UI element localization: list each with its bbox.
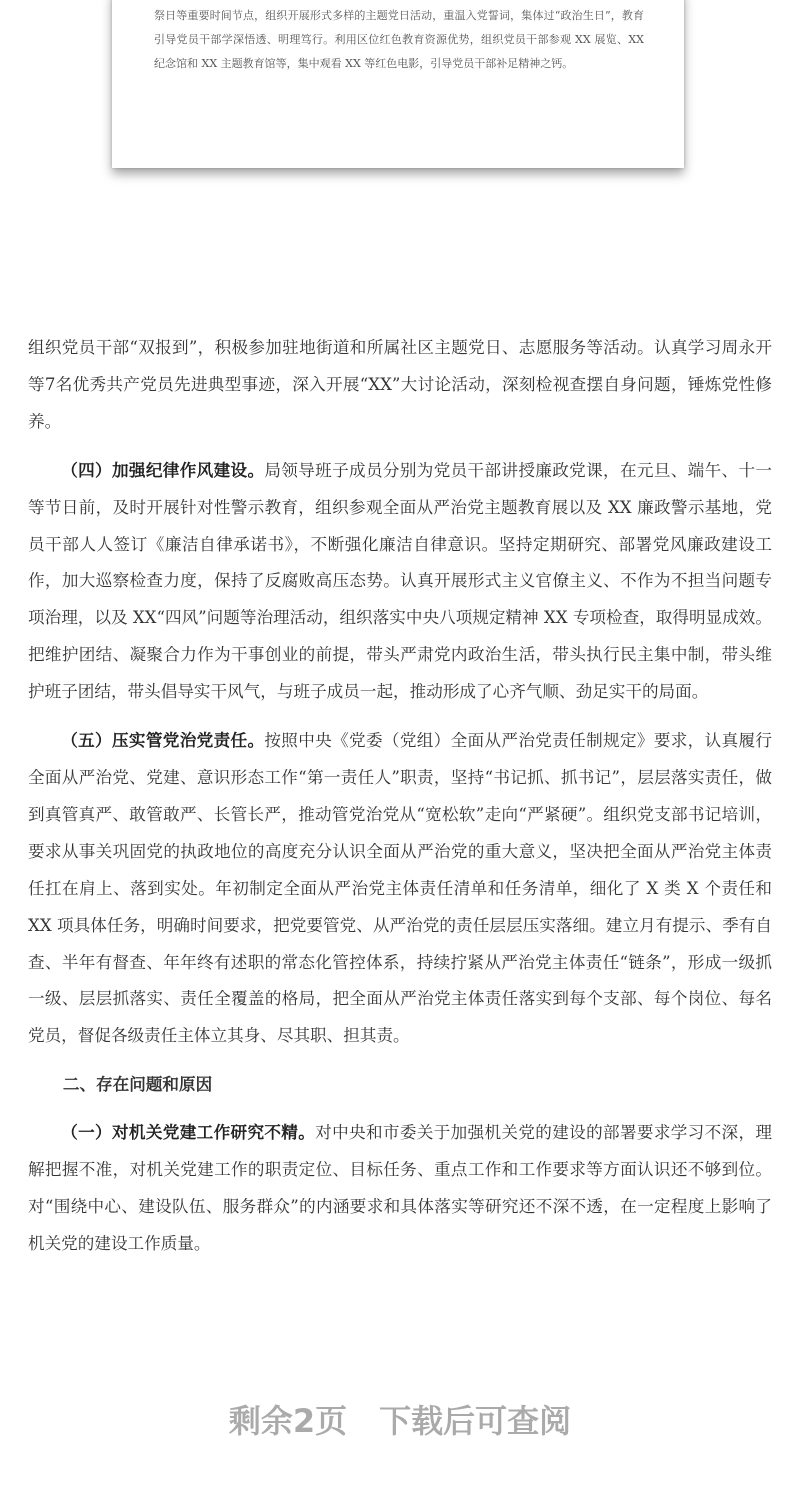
preview-text: 祭日等重要时间节点，组织开展形式多样的主题党日活动，重温入党誓词，集体过“政治生日”，教育引导党员干部学深悟透、明理笃行。利用区位红色教育资源优势，组织党员干部参观 XX 展览、XX 纪念馆和 XX 主题教育馆等，集中观看 XX 等红色电影，引导党员干部补足精神之钙。: [154, 9, 644, 70]
paragraph-text: 按照中央《党委（党组）全面从严治党责任制规定》要求，认真履行全面从严治党、党建、意识形态工作“第一责任人”职责，坚持“书记抓、抓书记”，层层落实责任，做到真管真严、敢管敢严、长管长严，推动管党治党从“宽松软”走向“严紧硬”。组织党支部书记培训，要求从事关巩固党的执政地位的高度充分认识全面从严治党的重大意义，坚决把全面从严治党主体责任扛在肩上、落到实处。年初制定全面从严治党主体责任清单和任务清单，细化了 X 类 X 个责任和 XX 项具体任务，明确时间要求，把党要管党、从严治党的责任层层压实落细。建立月有提示、季有自查、半年有督查、年年终有述职的常态化管控体系，持续拧紧从严治党主体责任“链条”，形成一级抓一级、层层抓落实、责任全覆盖的格局，把全面从严治党主体责任落实到每个支部、每个岗位、每名党员，督促各级责任主体立其身、尽其职、担其责。: [28, 731, 772, 1046]
paragraph-heading: （五）压实管党治党责任。: [61, 730, 265, 751]
document-body: [28, 330, 772, 1274]
paragraph: 组织党员干部“双报到”，积极参加驻地街道和所属社区主题党日、志愿服务等活动。认真学习周永开等7名优秀共产党员先进典型事迹，深入开展“XX”大讨论活动，深刻检视查摆自身问题，锤炼党性修养。: [28, 338, 772, 431]
paragraph: [28, 722, 772, 1055]
paragraph-text: 局领导班子成员分别为党员干部讲授廉政党课，在元旦、端午、十一等节日前，及时开展针对性警示教育，组织参观全面从严治党主题教育展以及 XX 廉政警示基地，党员干部人人签订《廉洁自律承诺书》，不断强化廉洁自律意识。坚持定期研究、部署党风廉政建设工作，加大巡察检查力度，保持了反腐败高压态势。认真开展形式主义官僚主义、不作为不担当问题专项治理，以及 XX“四风”问题等治理活动，组织落实中央八项规定精神 XX 专项检查，取得明显成效。把维护团结、凝聚合力作为干事创业的前提，带头严肃党内政治生活，带头执行民主集中制，带头维护班子团结，带头倡导实干风气，与班子成员一起，推动形成了心齐气顺、劲足实干的局面。: [28, 460, 772, 702]
paragraph: [28, 1114, 772, 1263]
paragraph-text: 对中央和市委关于加强机关党的建设的部署要求学习不深，理解把握不准，对机关党建工作的职责定位、目标任务、重点工作和工作要求等方面认识还不够到位。对“围绕中心、建设队伍、服务群众”的内涵要求和具体落实等研究还不深不透，在一定程度上影响了机关党的建设工作质量。: [28, 1123, 773, 1253]
download-prompt[interactable]: [0, 1396, 800, 1442]
document-preview-card: [112, 0, 684, 168]
paragraph-heading: （四）加强纪律作风建设。: [61, 459, 265, 480]
paragraph: [28, 452, 772, 711]
paragraph-heading: （一）对机关党建工作研究不精。: [61, 1122, 316, 1143]
section-heading: 二、存在问题和原因: [62, 1074, 213, 1095]
download-to-view-label[interactable]: 下载后可查阅: [379, 1402, 572, 1440]
remaining-pages-label: 剩余2页: [228, 1402, 348, 1440]
